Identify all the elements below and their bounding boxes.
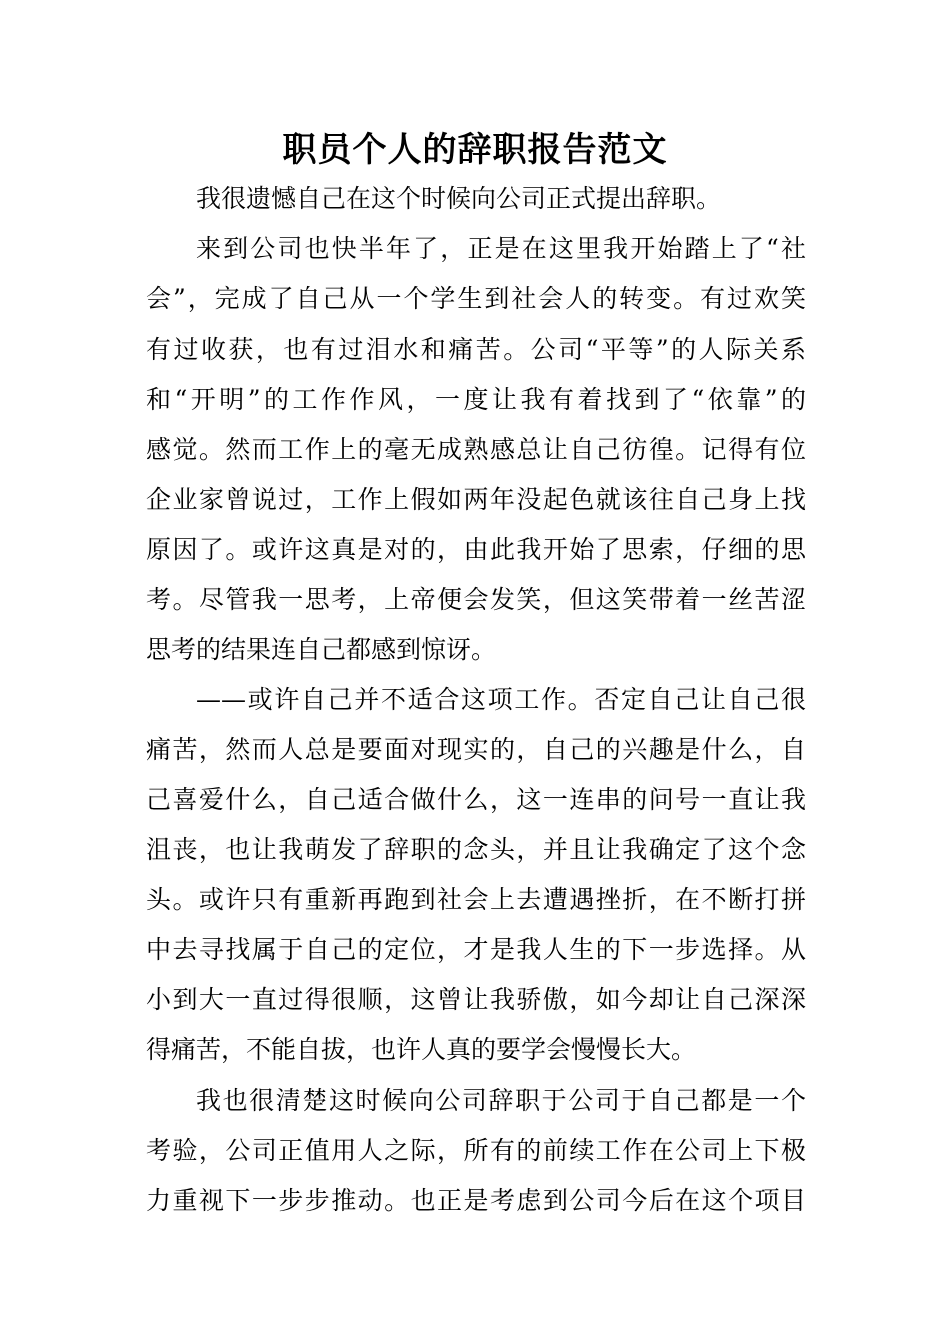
paragraph-line: 小到大一直过得很顺，这曾让我骄傲，如今却让自己深深	[146, 985, 806, 1014]
paragraph-line: 己喜爱什么，自己适合做什么，这一连串的问号一直让我	[146, 785, 806, 814]
paragraph-line: 头。或许只有重新再跑到社会上去遭遇挫折，在不断打拼	[146, 885, 806, 914]
paragraph-line: 我也很清楚这时候向公司辞职于公司于自己都是一个	[196, 1086, 806, 1115]
paragraph-line: 思考的结果连自己都感到惊讶。	[146, 635, 497, 664]
paragraph-line: 得痛苦，不能自拔，也许人真的要学会慢慢长大。	[146, 1035, 697, 1064]
paragraph-line: 会”，完成了自己从一个学生到社会人的转变。有过欢笑	[146, 284, 806, 313]
document-title: 职员个人的辞职报告范文	[282, 130, 668, 170]
paragraph-line: 力重视下一步步推动。也正是考虑到公司今后在这个项目	[146, 1186, 806, 1215]
paragraph-line: 感觉。然而工作上的毫无成熟感总让自己彷徨。记得有位	[146, 435, 806, 464]
paragraph-line: 痛苦，然而人总是要面对现实的，自己的兴趣是什么，自	[146, 735, 806, 764]
paragraph-line: 我很遗憾自己在这个时候向公司正式提出辞职。	[196, 184, 722, 213]
paragraph-line: ——或许自己并不适合这项工作。否定自己让自己很	[196, 685, 806, 714]
paragraph-line: 中去寻找属于自己的定位，才是我人生的下一步选择。从	[146, 935, 806, 964]
paragraph-line: 考。尽管我一思考，上帝便会发笑，但这笑带着一丝苦涩	[146, 585, 806, 614]
paragraph-line: 沮丧，也让我萌发了辞职的念头，并且让我确定了这个念	[146, 835, 806, 864]
paragraph-line: 和“开明”的工作作风，一度让我有着找到了“依靠”的	[146, 385, 806, 414]
paragraph-line: 有过收获，也有过泪水和痛苦。公司“平等”的人际关系	[146, 335, 806, 364]
paragraph-line: 来到公司也快半年了，正是在这里我开始踏上了“社	[196, 234, 806, 263]
paragraph-line: 企业家曾说过，工作上假如两年没起色就该往自己身上找	[146, 485, 806, 514]
paragraph-line: 原因了。或许这真是对的，由此我开始了思索，仔细的思	[146, 535, 806, 564]
paragraph-line: 考验，公司正值用人之际，所有的前续工作在公司上下极	[146, 1136, 806, 1165]
